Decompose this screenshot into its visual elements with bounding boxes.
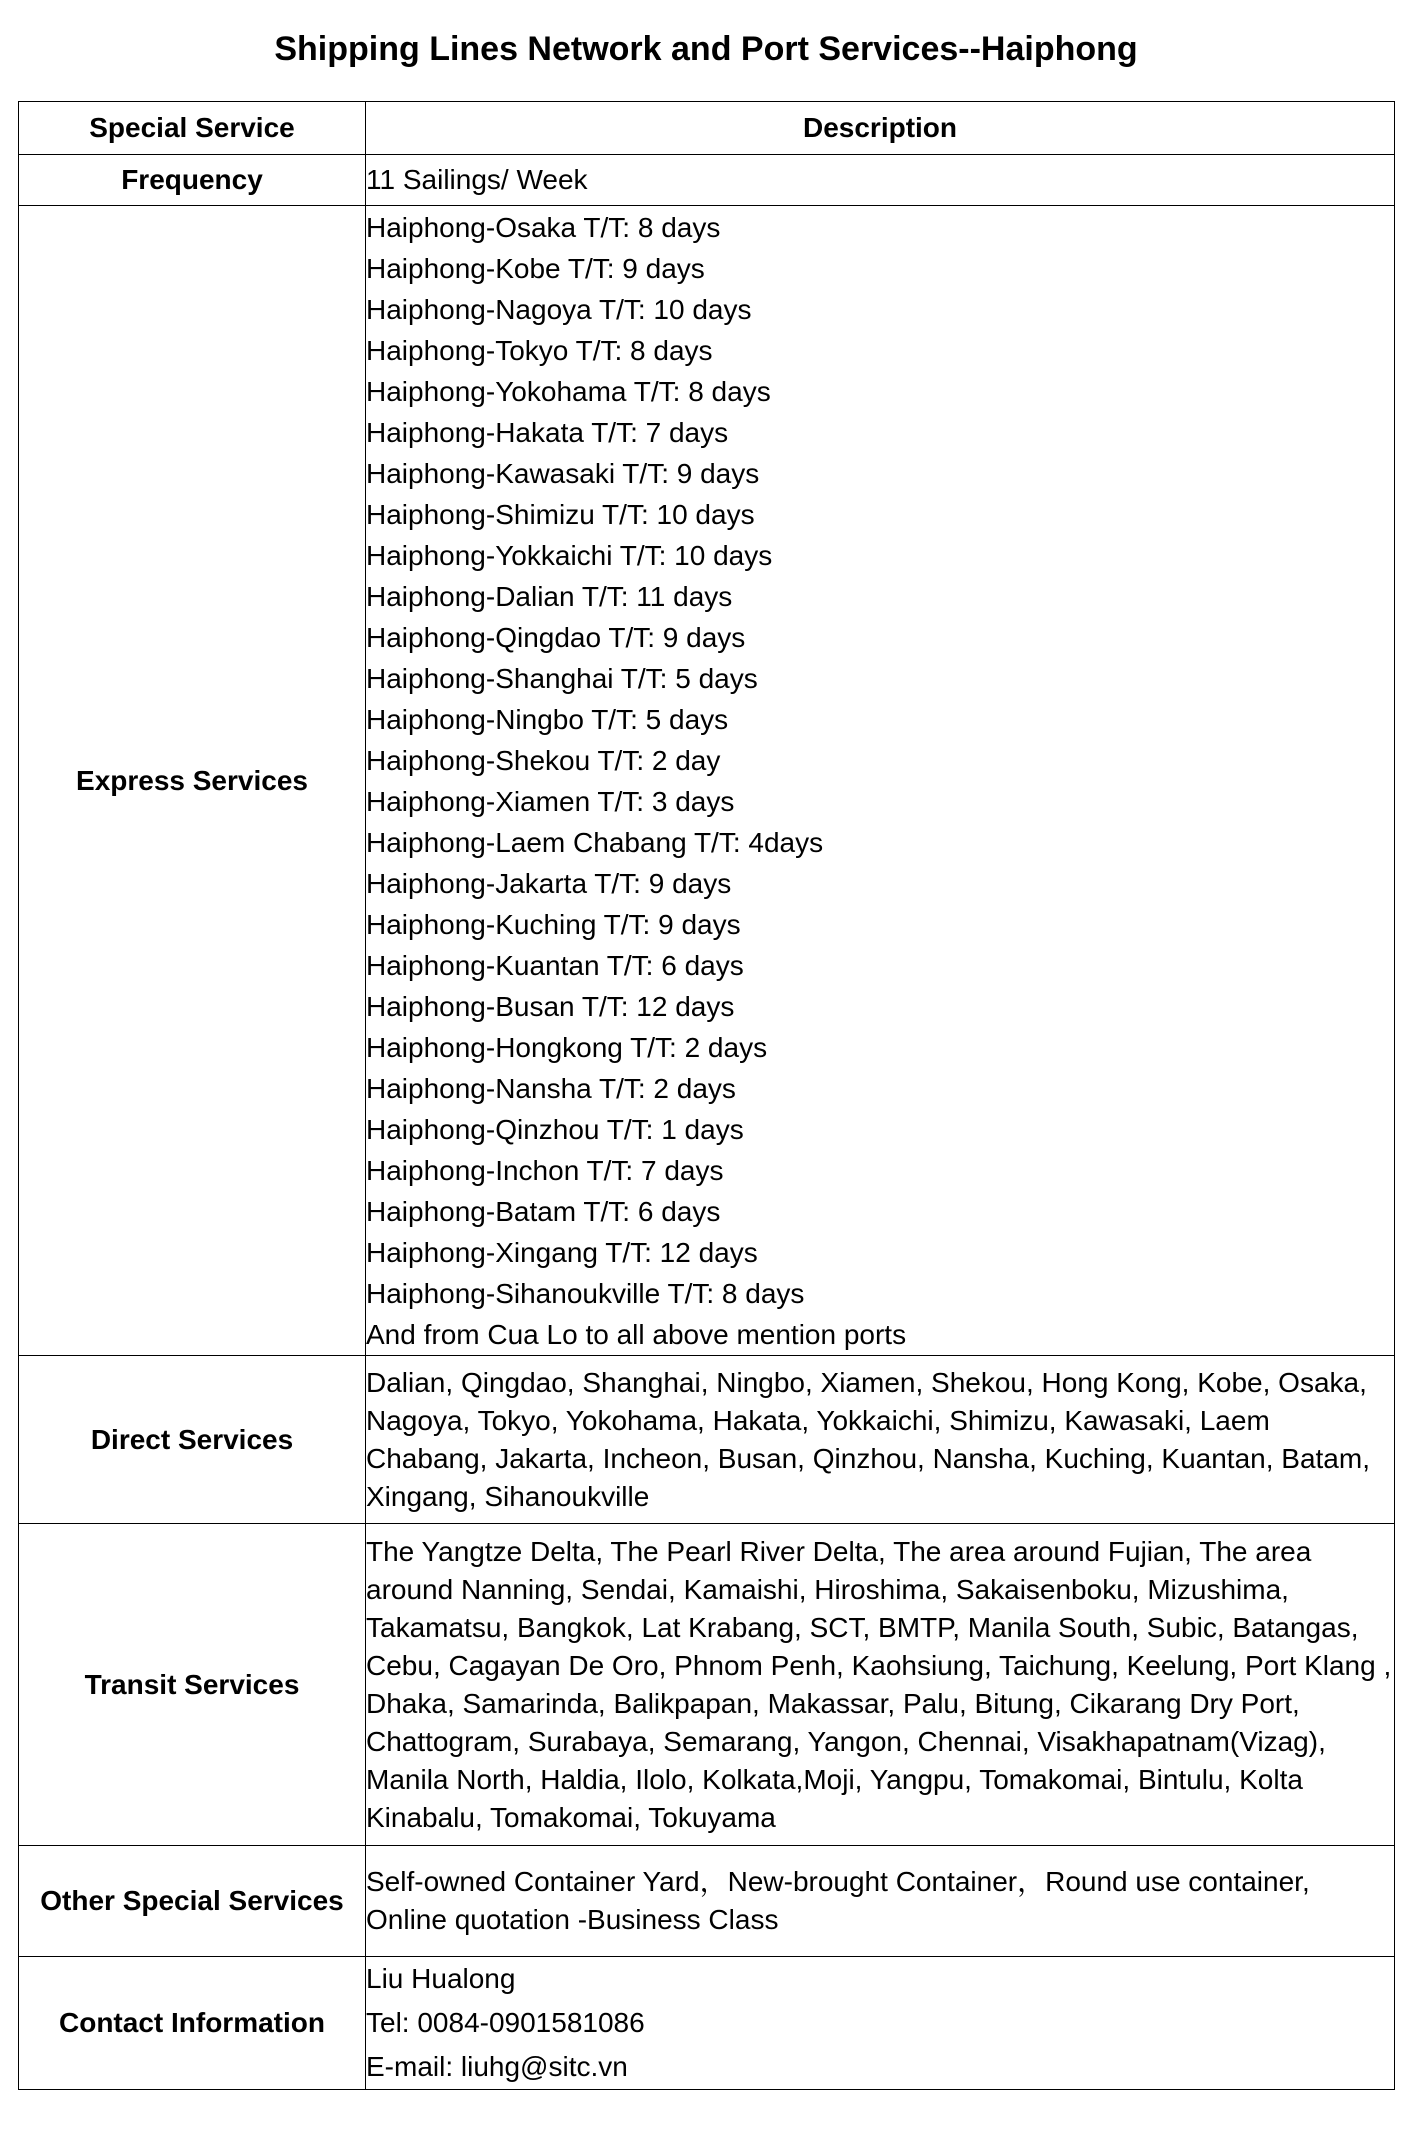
route-item: Haiphong-Nansha T/T: 2 days (366, 1073, 736, 1104)
route-item: Haiphong-Batam T/T: 6 days (366, 1196, 721, 1227)
direct-value: Dalian, Qingdao, Shanghai, Ningbo, Xiamen, Shekou, Hong Kong, Kobe, Osaka, Nagoya, Tokyo, Yokohama, Hakata, Yokkaichi, Shimizu, Kawasaki, Laem Chabang, Jakarta, Incheon, Busan, Qinzhou, Nansha, Kuching, Kuantan, Batam, Xingang, Sihanoukville (366, 1356, 1395, 1524)
contact-details (366, 1957, 1395, 2090)
frequency-label: Frequency (19, 155, 366, 206)
route-item: Haiphong-Sihanoukville T/T: 8 days (366, 1278, 805, 1309)
table-row-other (19, 1846, 1395, 1957)
table-header-row (19, 102, 1395, 155)
route-item: Haiphong-Tokyo T/T: 8 days (366, 335, 713, 366)
route-item: Haiphong-Xingang T/T: 12 days (366, 1237, 758, 1268)
route-item: Haiphong-Shekou T/T: 2 day (366, 745, 721, 776)
table-row-transit (19, 1524, 1395, 1846)
route-item: Haiphong-Kuantan T/T: 6 days (366, 950, 744, 981)
route-item: And from Cua Lo to all above mention ports (366, 1319, 907, 1350)
express-routes (366, 206, 1395, 1356)
route-item: Haiphong-Inchon T/T: 7 days (366, 1155, 724, 1186)
route-item: Haiphong-Kobe T/T: 9 days (366, 253, 705, 284)
direct-label: Direct Services (19, 1356, 366, 1524)
contact-email: E-mail: liuhg@sitc.vn (366, 2051, 628, 2082)
other-value: Self-owned Container Yard，New-brought Container，Round use container, Online quotation -Business Class (366, 1846, 1395, 1957)
transit-label: Transit Services (19, 1524, 366, 1846)
document-title: Shipping Lines Network and Port Services--Haiphong (274, 30, 1138, 68)
route-item: Haiphong-Yokkaichi T/T: 10 days (366, 540, 773, 571)
route-item: Haiphong-Shanghai T/T: 5 days (366, 663, 758, 694)
contact-tel: Tel: 0084-0901581086 (366, 2007, 645, 2038)
services-table (18, 101, 1395, 2090)
table-row-express (19, 206, 1395, 1356)
contact-name: Liu Hualong (366, 1963, 516, 1994)
route-item: Haiphong-Hongkong T/T: 2 days (366, 1032, 768, 1063)
route-item: Haiphong-Laem Chabang T/T: 4days (366, 827, 824, 858)
contact-label: Contact Information (19, 1957, 366, 2090)
route-item: Haiphong-Ningbo T/T: 5 days (366, 704, 729, 735)
header-description: Description (366, 102, 1395, 155)
transit-value: The Yangtze Delta, The Pearl River Delta, The area around Fujian, The area around Nanning, Sendai, Kamaishi, Hiroshima, Sakaisenboku, Mizushima, Takamatsu, Bangkok, Lat Krabang, SCT, BMTP, Manila South, Subic, Batangas, Cebu, Cagayan De Oro, Phnom Penh, Kaohsiung, Taichung, Keelung, Port Klang , Dhaka, Samarinda, Balikpapan, Makassar, Palu, Bitung, Cikarang Dry Port, Chattogram, Surabaya, Semarang, Yangon, Chennai, Visakhapatnam(Vizag), Manila North, Haldia, Ilolo, Kolkata,Moji, Yangpu, Tomakomai, Bintulu, Kolta Kinabalu, Tomakomai, Tokuyama (366, 1524, 1395, 1846)
route-item: Haiphong-Hakata T/T: 7 days (366, 417, 729, 448)
frequency-value: 11 Sailings/ Week (366, 155, 1395, 206)
route-item: Haiphong-Kawasaki T/T: 9 days (366, 458, 760, 489)
route-item: Haiphong-Shimizu T/T: 10 days (366, 499, 755, 530)
table-row-direct (19, 1356, 1395, 1524)
route-item: Haiphong-Jakarta T/T: 9 days (366, 868, 732, 899)
route-item: Haiphong-Xiamen T/T: 3 days (366, 786, 735, 817)
header-special-service: Special Service (19, 102, 366, 155)
table-row-frequency (19, 155, 1395, 206)
other-label: Other Special Services (19, 1846, 366, 1957)
route-item: Haiphong-Nagoya T/T: 10 days (366, 294, 752, 325)
route-item: Haiphong-Busan T/T: 12 days (366, 991, 735, 1022)
route-item: Haiphong-Yokohama T/T: 8 days (366, 376, 771, 407)
express-label: Express Services (19, 206, 366, 1356)
route-item: Haiphong-Qinzhou T/T: 1 days (366, 1114, 744, 1145)
table-row-contact (19, 1957, 1395, 2090)
route-item: Haiphong-Osaka T/T: 8 days (366, 212, 721, 243)
route-item: Haiphong-Kuching T/T: 9 days (366, 909, 741, 940)
route-item: Haiphong-Qingdao T/T: 9 days (366, 622, 746, 653)
route-item: Haiphong-Dalian T/T: 11 days (366, 581, 733, 612)
